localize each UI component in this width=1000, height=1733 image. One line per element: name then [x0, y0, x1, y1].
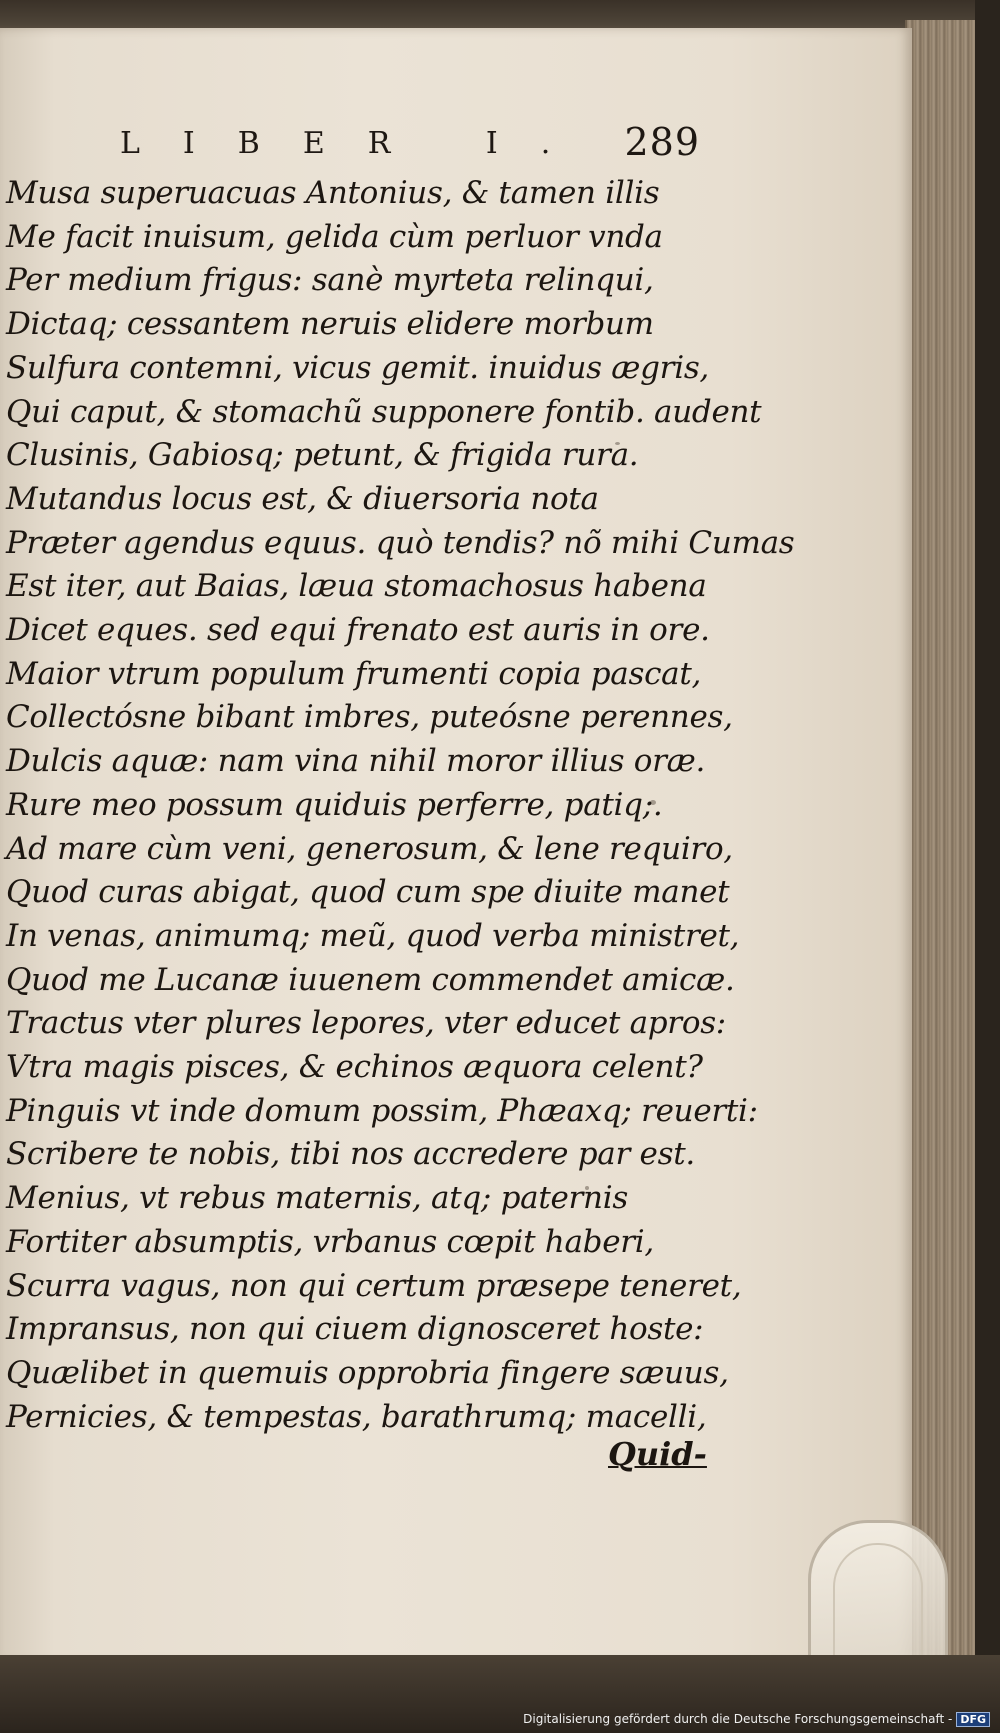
verse-line: Rure meo possum quiduis perferre, patiq;. — [6, 786, 663, 823]
verse-line: Per medium frigus: sanè myrteta relinqui, — [6, 262, 654, 299]
verse-line: Qui caput, & stomachũ supponere fontib. audent — [6, 393, 762, 430]
credit-text: Digitalisierung gefördert durch die Deutsche Forschungsgemeinschaft - — [523, 1712, 953, 1726]
verse-line: Clusinis, Gabiosq; petunt, & frigida rura. — [6, 437, 639, 474]
verse-line: Vtra magis pisces, & echinos æquora celent? — [6, 1049, 703, 1086]
verse-line: Maior vtrum populum frumenti copia pascat, — [6, 655, 702, 692]
scan-background-right — [975, 0, 1000, 1733]
verse-line: Pernicies, & tempestas, barathrumq; macelli, — [6, 1398, 707, 1435]
verse-line: Pinguis vt inde domum possim, Phæaxq; reuerti: — [6, 1092, 758, 1129]
verse-line: Dicet eques. sed equi frenato est auris in ore. — [6, 612, 710, 649]
verse-text-block — [6, 172, 795, 1439]
verse-line: Musa superuacuas Antonius, & tamen illis — [6, 175, 660, 211]
page-header — [120, 120, 700, 170]
verse-line: Scribere te nobis, tibi nos accredere par est. — [6, 1136, 695, 1173]
catchword: Quid- — [608, 1435, 707, 1473]
verse-line: Quod curas abigat, quod cum spe diuite manet — [6, 874, 730, 911]
verse-line: Menius, vt rebus maternis, atq; paternis — [6, 1180, 628, 1217]
verse-line: Tractus vter plures lepores, vter educet apros: — [6, 1005, 726, 1042]
verse-line: Præter agendus equus. quò tendis? nõ mihi Cumas — [6, 524, 795, 561]
verse-line: Me facit inuisum, gelida cùm perluor vnda — [6, 218, 663, 255]
page-block-edges — [905, 20, 977, 1660]
verse-line: Est iter, aut Baias, læua stomachosus habena — [6, 568, 707, 605]
verse-line: Impransus, non qui ciuem dignosceret hoste: — [6, 1311, 704, 1348]
verse-line: Sulfura contemni, vicus gemit. inuidus ægris, — [6, 349, 709, 386]
page-number: 289 — [624, 120, 700, 164]
verse-line: Collectósne bibant imbres, puteósne perennes, — [6, 699, 733, 736]
digitization-credit — [523, 1712, 990, 1727]
dfg-logo-icon: DFG — [956, 1712, 990, 1727]
verse-line: Dulcis aquæ: nam vina nihil moror illius oræ. — [6, 743, 706, 780]
verse-line: Fortiter absumptis, vrbanus cœpit haberi, — [6, 1223, 654, 1260]
verse-line: Quod me Lucanæ iuuenem commendet amicæ. — [6, 961, 735, 998]
verse-line: Ad mare cùm veni, generosum, & lene requiro, — [6, 830, 733, 867]
verse-line: Dictaq; cessantem neruis elidere morbum — [6, 306, 654, 343]
verse-line: Scurra vagus, non qui certum præsepe teneret, — [6, 1267, 742, 1304]
verse-line: In venas, animumq; meũ, quod verba ministret, — [6, 917, 740, 954]
verse-line: Quælibet in quemuis opprobria fingere sæuus, — [6, 1354, 729, 1391]
verse-line: Mutandus locus est, & diuersoria nota — [6, 480, 599, 517]
running-title: LIBER I. — [120, 126, 594, 161]
